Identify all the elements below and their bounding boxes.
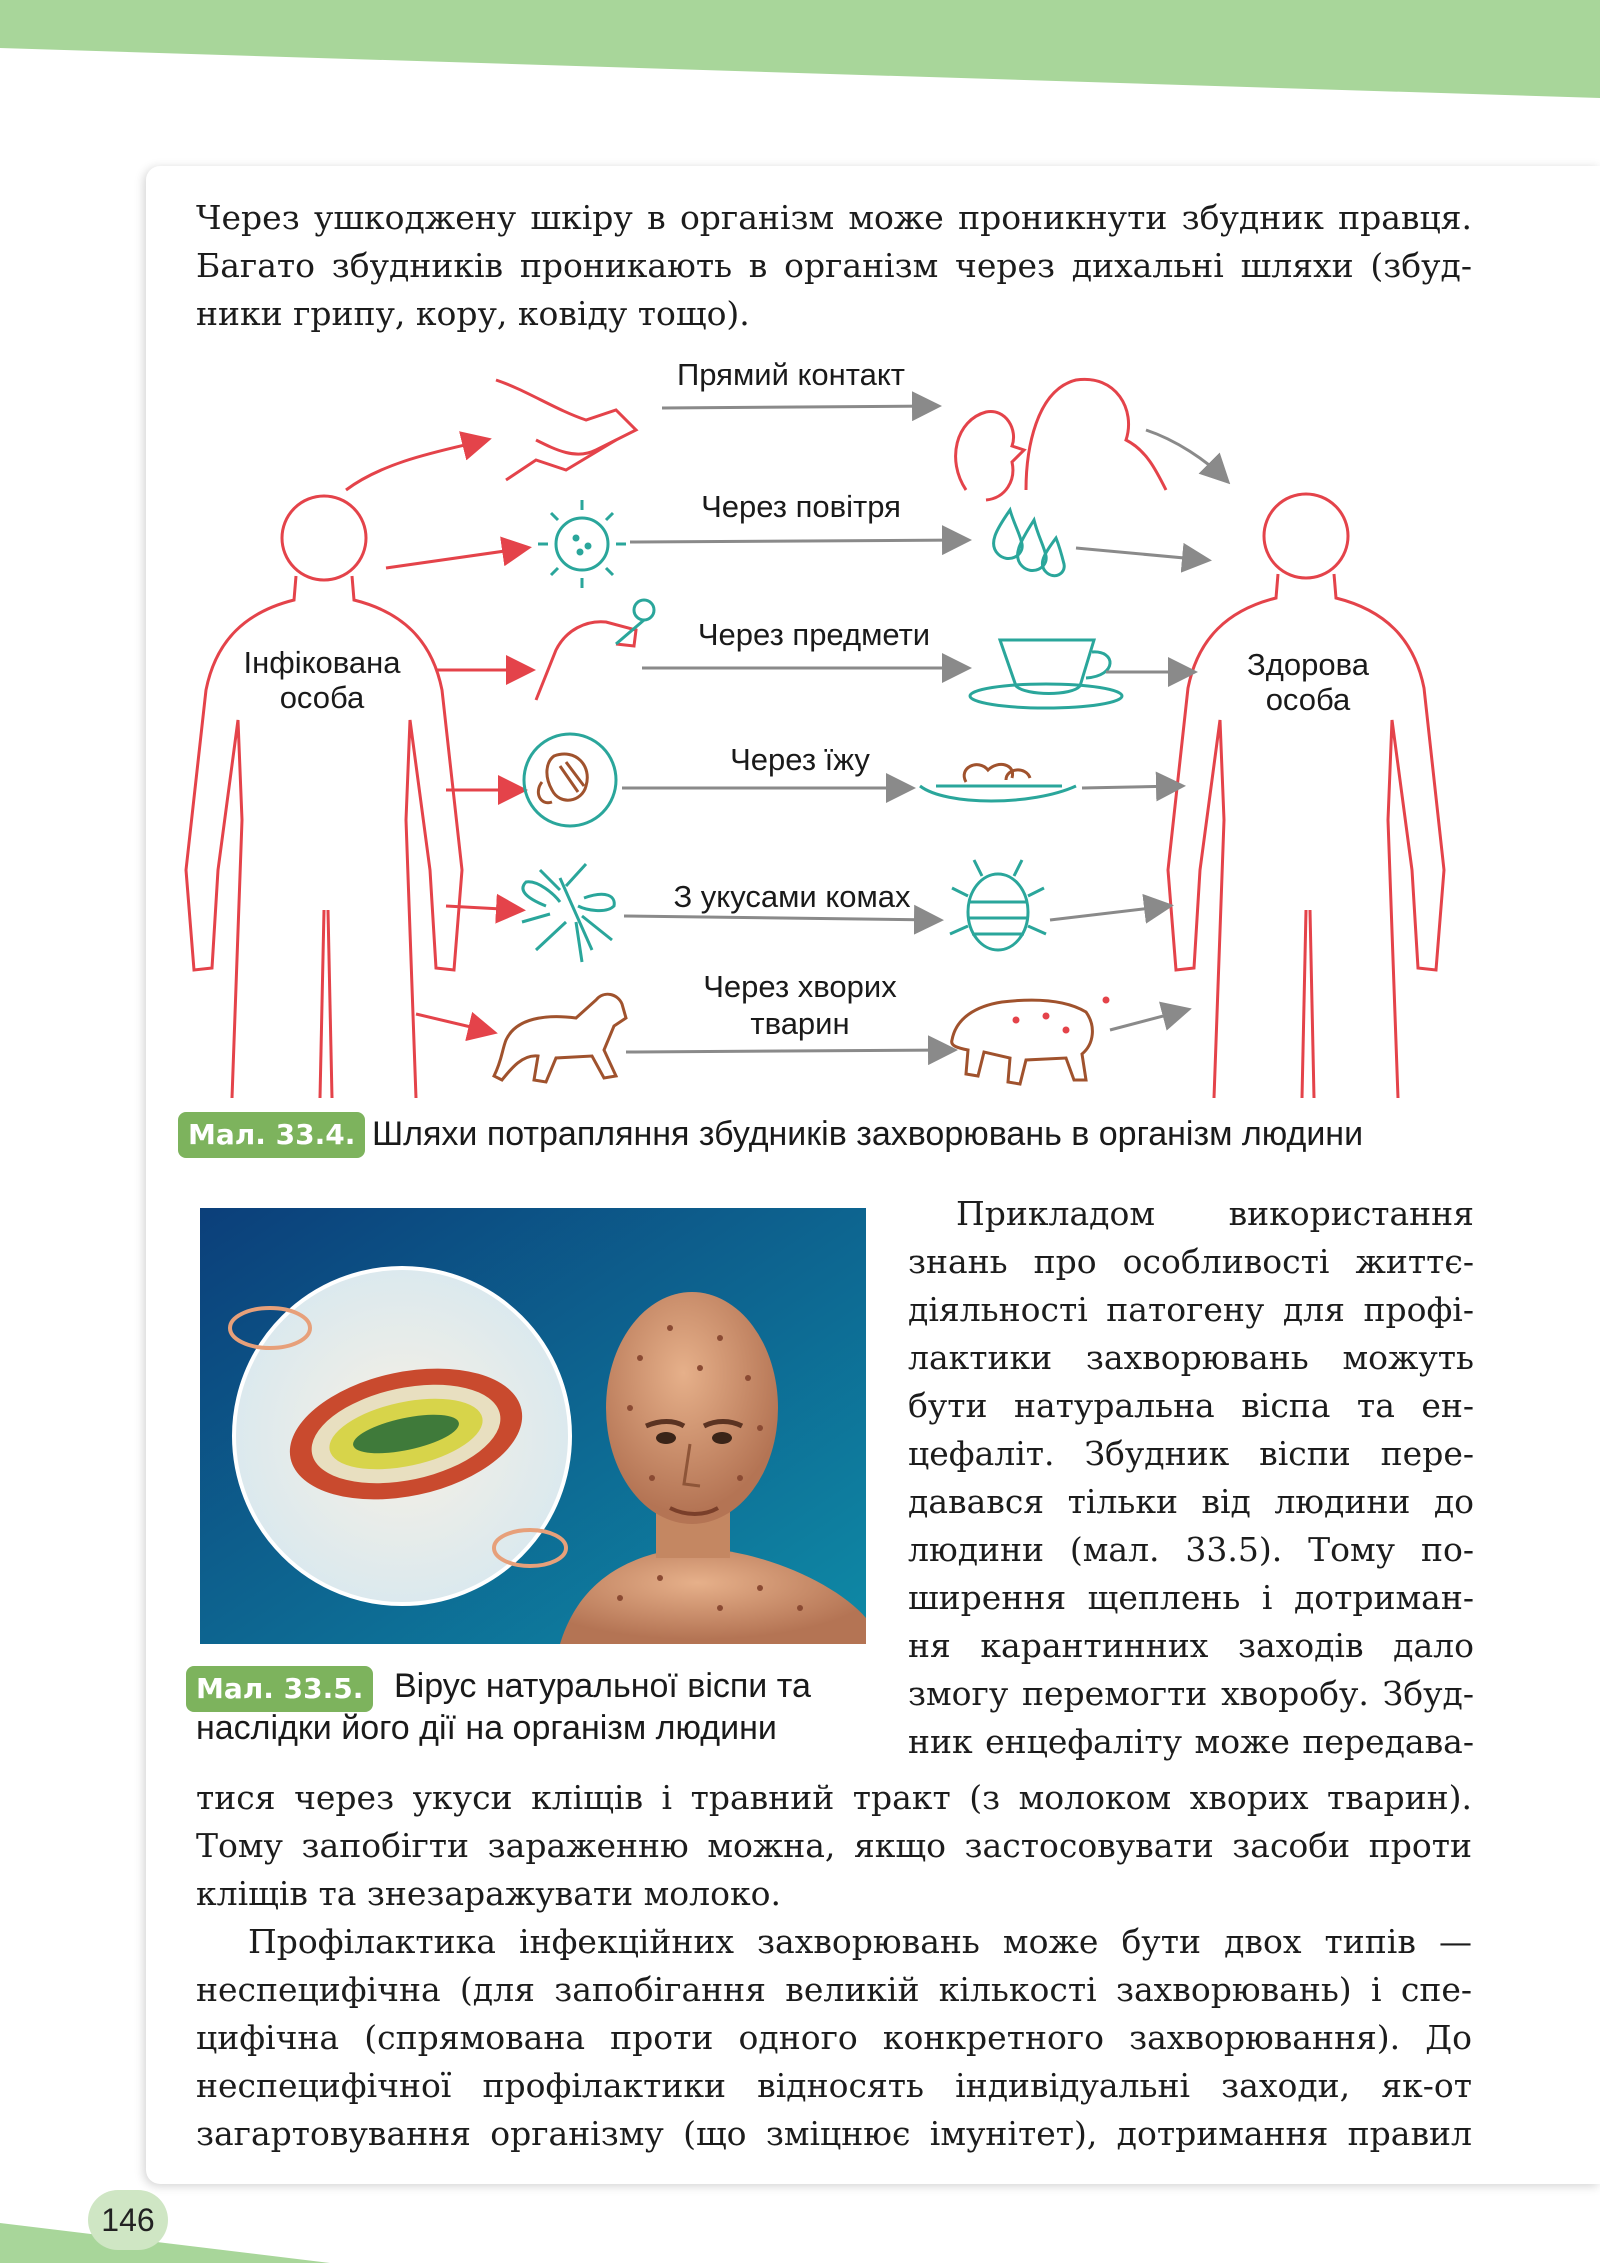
arrow-red [446, 906, 520, 910]
arrow-gray [624, 916, 938, 920]
mosquito-icon [522, 864, 614, 962]
transmission-diagram [146, 350, 1546, 1098]
healthy-label-line2: особа [1265, 682, 1351, 717]
kissing-faces-icon [956, 379, 1166, 500]
text-line: ник енцефаліту може передава- [908, 1722, 1474, 1761]
route-label-direct-contact: Прямий контакт [677, 357, 905, 392]
text-line: бути натуральна віспа та ен- [908, 1386, 1474, 1425]
hand-holding-object-icon [536, 600, 654, 700]
arrow-red [416, 1014, 492, 1032]
virus-icon [538, 500, 626, 588]
text-line: лактики захворювань можуть [908, 1338, 1474, 1377]
arrow-gray [662, 406, 936, 408]
text-line: ширення щеплень і дотриман- [908, 1578, 1474, 1617]
text-line: знань про особливості життє- [908, 1242, 1474, 1281]
paragraph-continuation [196, 1774, 1472, 1918]
cup-icon [970, 640, 1122, 708]
sick-animal-icon [952, 998, 1108, 1084]
text-line: тися через укуси кліщів і травний тракт (з молоком хворих тварин). [196, 1778, 1472, 1817]
infected-label-line1: Інфікована [243, 645, 401, 680]
figure-caption-line: Вірус натуральної віспи та [394, 1667, 811, 1705]
arrow-gray [626, 1050, 952, 1052]
intro-paragraph [196, 194, 1472, 338]
dog-icon [494, 994, 626, 1082]
healthy-label-line1: Здорова [1247, 647, 1369, 682]
text-line: давався тільки від людини до [908, 1482, 1474, 1521]
arrow-red [346, 440, 486, 490]
handshake-icon [496, 380, 636, 480]
text-line: ники грипу, кору, ковіду тощо). [196, 294, 750, 333]
text-line: неспецифічної профілактики відносять індивідуальні заходи, як-от [196, 2066, 1472, 2105]
text-line: Профілактика інфекційних захворювань може бути двох типів — [248, 1922, 1472, 1961]
droplets-icon [994, 510, 1065, 576]
healthy-person-figure [1168, 494, 1444, 1098]
smallpox-illustration [200, 1208, 866, 1644]
text-line: цефаліт. Збудник віспи пере- [908, 1434, 1474, 1473]
bug-icon [950, 860, 1046, 950]
figure-caption: Шляхи потрапляння збудників захворювань в організм людини [372, 1115, 1364, 1153]
text-line: Тому запобігти зараженню можна, якщо застосовувати засоби проти [196, 1826, 1472, 1865]
text-line: цифічна (спрямована проти одного конкретного захворювання). До [196, 2018, 1472, 2057]
infected-person-figure [186, 496, 462, 1098]
text-line: Через ушкоджену шкіру в організм може проникнути збудник правця. [196, 198, 1472, 237]
route-label-animals-line1: Через хворих [703, 969, 897, 1004]
text-line: діяльності патогену для профі- [908, 1290, 1474, 1329]
side-paragraph [908, 1190, 1474, 1766]
arrow-gray [1076, 548, 1206, 560]
arrow-gray [1082, 786, 1180, 788]
arrow-gray [1050, 906, 1168, 920]
route-label-food: Через їжу [730, 742, 870, 777]
page-number: 146 [88, 2190, 168, 2250]
route-label-air: Через повітря [701, 489, 901, 524]
virus-magnification-circle [230, 1268, 570, 1604]
arrow-gray [1110, 1010, 1186, 1030]
route-label-insects: З укусами комах [673, 879, 911, 914]
route-label-objects: Через предмети [697, 617, 931, 652]
bottom-green-band [0, 2203, 1600, 2263]
figure-badge: Мал. 33.4. [178, 1112, 365, 1158]
arrow-gray [630, 540, 966, 542]
infected-label-line2: особа [279, 680, 365, 715]
food-dish-icon [920, 764, 1076, 801]
text-line: змогу перемогти хворобу. Збуд- [908, 1674, 1474, 1713]
text-line: загартовування організму (що зміцнює імунітет), дотримання правил [196, 2114, 1472, 2153]
top-green-band [0, 0, 1600, 110]
text-line: кліщів та знезаражувати молоко. [196, 1874, 781, 1913]
arrow-red [386, 548, 526, 568]
text-line: ня карантинних заходів дало [908, 1626, 1474, 1665]
figure-caption-line: наслідки його дії на організм людини [196, 1709, 777, 1747]
text-line: Багато збудників проникають в організм через дихальні шляхи (збуд- [196, 246, 1472, 285]
figure-badge: Мал. 33.5. [186, 1666, 373, 1712]
prophylaxis-paragraph [196, 1918, 1472, 2158]
food-plate-icon [524, 734, 616, 826]
text-line: Прикладом використання [956, 1194, 1474, 1233]
text-line: неспецифічна (для запобігання великій кількості захворювань) і спе- [196, 1970, 1472, 2009]
text-line: людини (мал. 33.5). Тому по- [908, 1530, 1474, 1569]
route-label-animals-line2: тварин [750, 1006, 850, 1041]
